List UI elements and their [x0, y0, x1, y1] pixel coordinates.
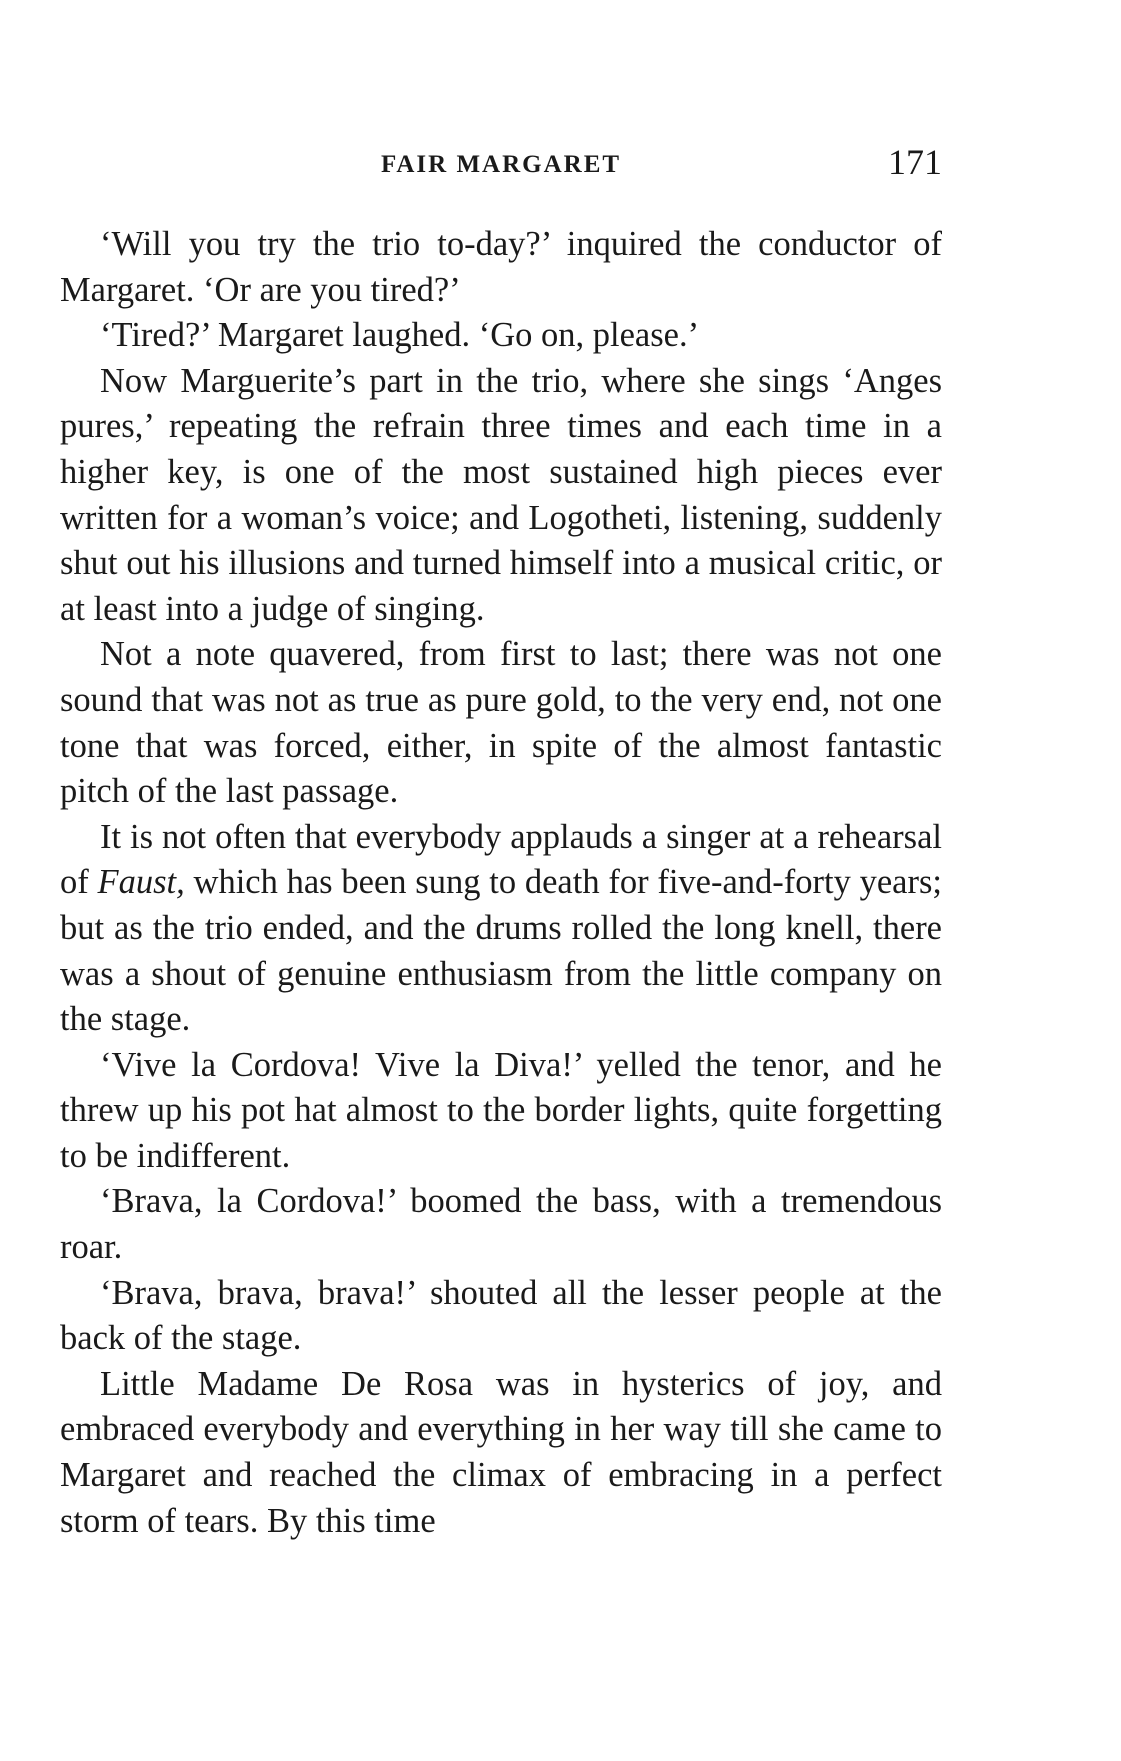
body-text [60, 222, 942, 1544]
running-title: FAIR MARGARET [380, 151, 622, 178]
paragraph: ‘Vive la Cordova! Vive la Diva!’ yelled the tenor, and he threw up his pot hat almost to the border lights, quite forgetting to be indifferent. [60, 1045, 942, 1175]
paragraph: Little Madame De Rosa was in hysterics of joy, and embraced everybody and everything in her way till she came to Margaret and reached the climax of embracing in a perfect storm of tears. By this time [60, 1364, 942, 1540]
paragraph: ‘Tired?’ Margaret laughed. ‘Go on, please.’ [100, 316, 700, 355]
paragraph-text: It is not often that everybody applauds a singer at a rehearsal of [60, 817, 942, 902]
book-page [60, 0, 942, 1761]
book-title-faust: Faust, [97, 863, 185, 902]
paragraph: Now Marguerite’s part in the trio, where she sings ‘Anges pures,’ repeating the refrain three times and each time in a higher key, is one of the most sustained high pieces ever written for a woman’s voice; and Logotheti, listening, suddenly shut out his illusions and turned himself into a musical critic, or at least into a judge of singing. [60, 361, 942, 628]
page-number: 171 [888, 142, 942, 182]
paragraph: ‘Will you try the trio to-day?’ inquired the conductor of Margaret. ‘Or are you tired?’ [60, 225, 942, 309]
paragraph: ‘Brava, brava, brava!’ shouted all the lesser people at the back of the stage. [60, 1273, 942, 1358]
paragraph-text: which has been sung to death for five-and-forty years; but as the trio ended, and the drums rolled the long knell, there was a shout of genuine enthusiasm from the little company on the stage. [60, 863, 942, 1039]
page-header [60, 141, 942, 187]
paragraph: Not a note quavered, from first to last; there was not one sound that was not as true as pure gold, to the very end, not one tone that was forced, either, in spite of the almost fantastic pitch of the last passage. [60, 635, 942, 811]
paragraph: ‘Brava, la Cordova!’ boomed the bass, with a tremendous roar. [60, 1182, 942, 1267]
paragraph [60, 815, 942, 1043]
